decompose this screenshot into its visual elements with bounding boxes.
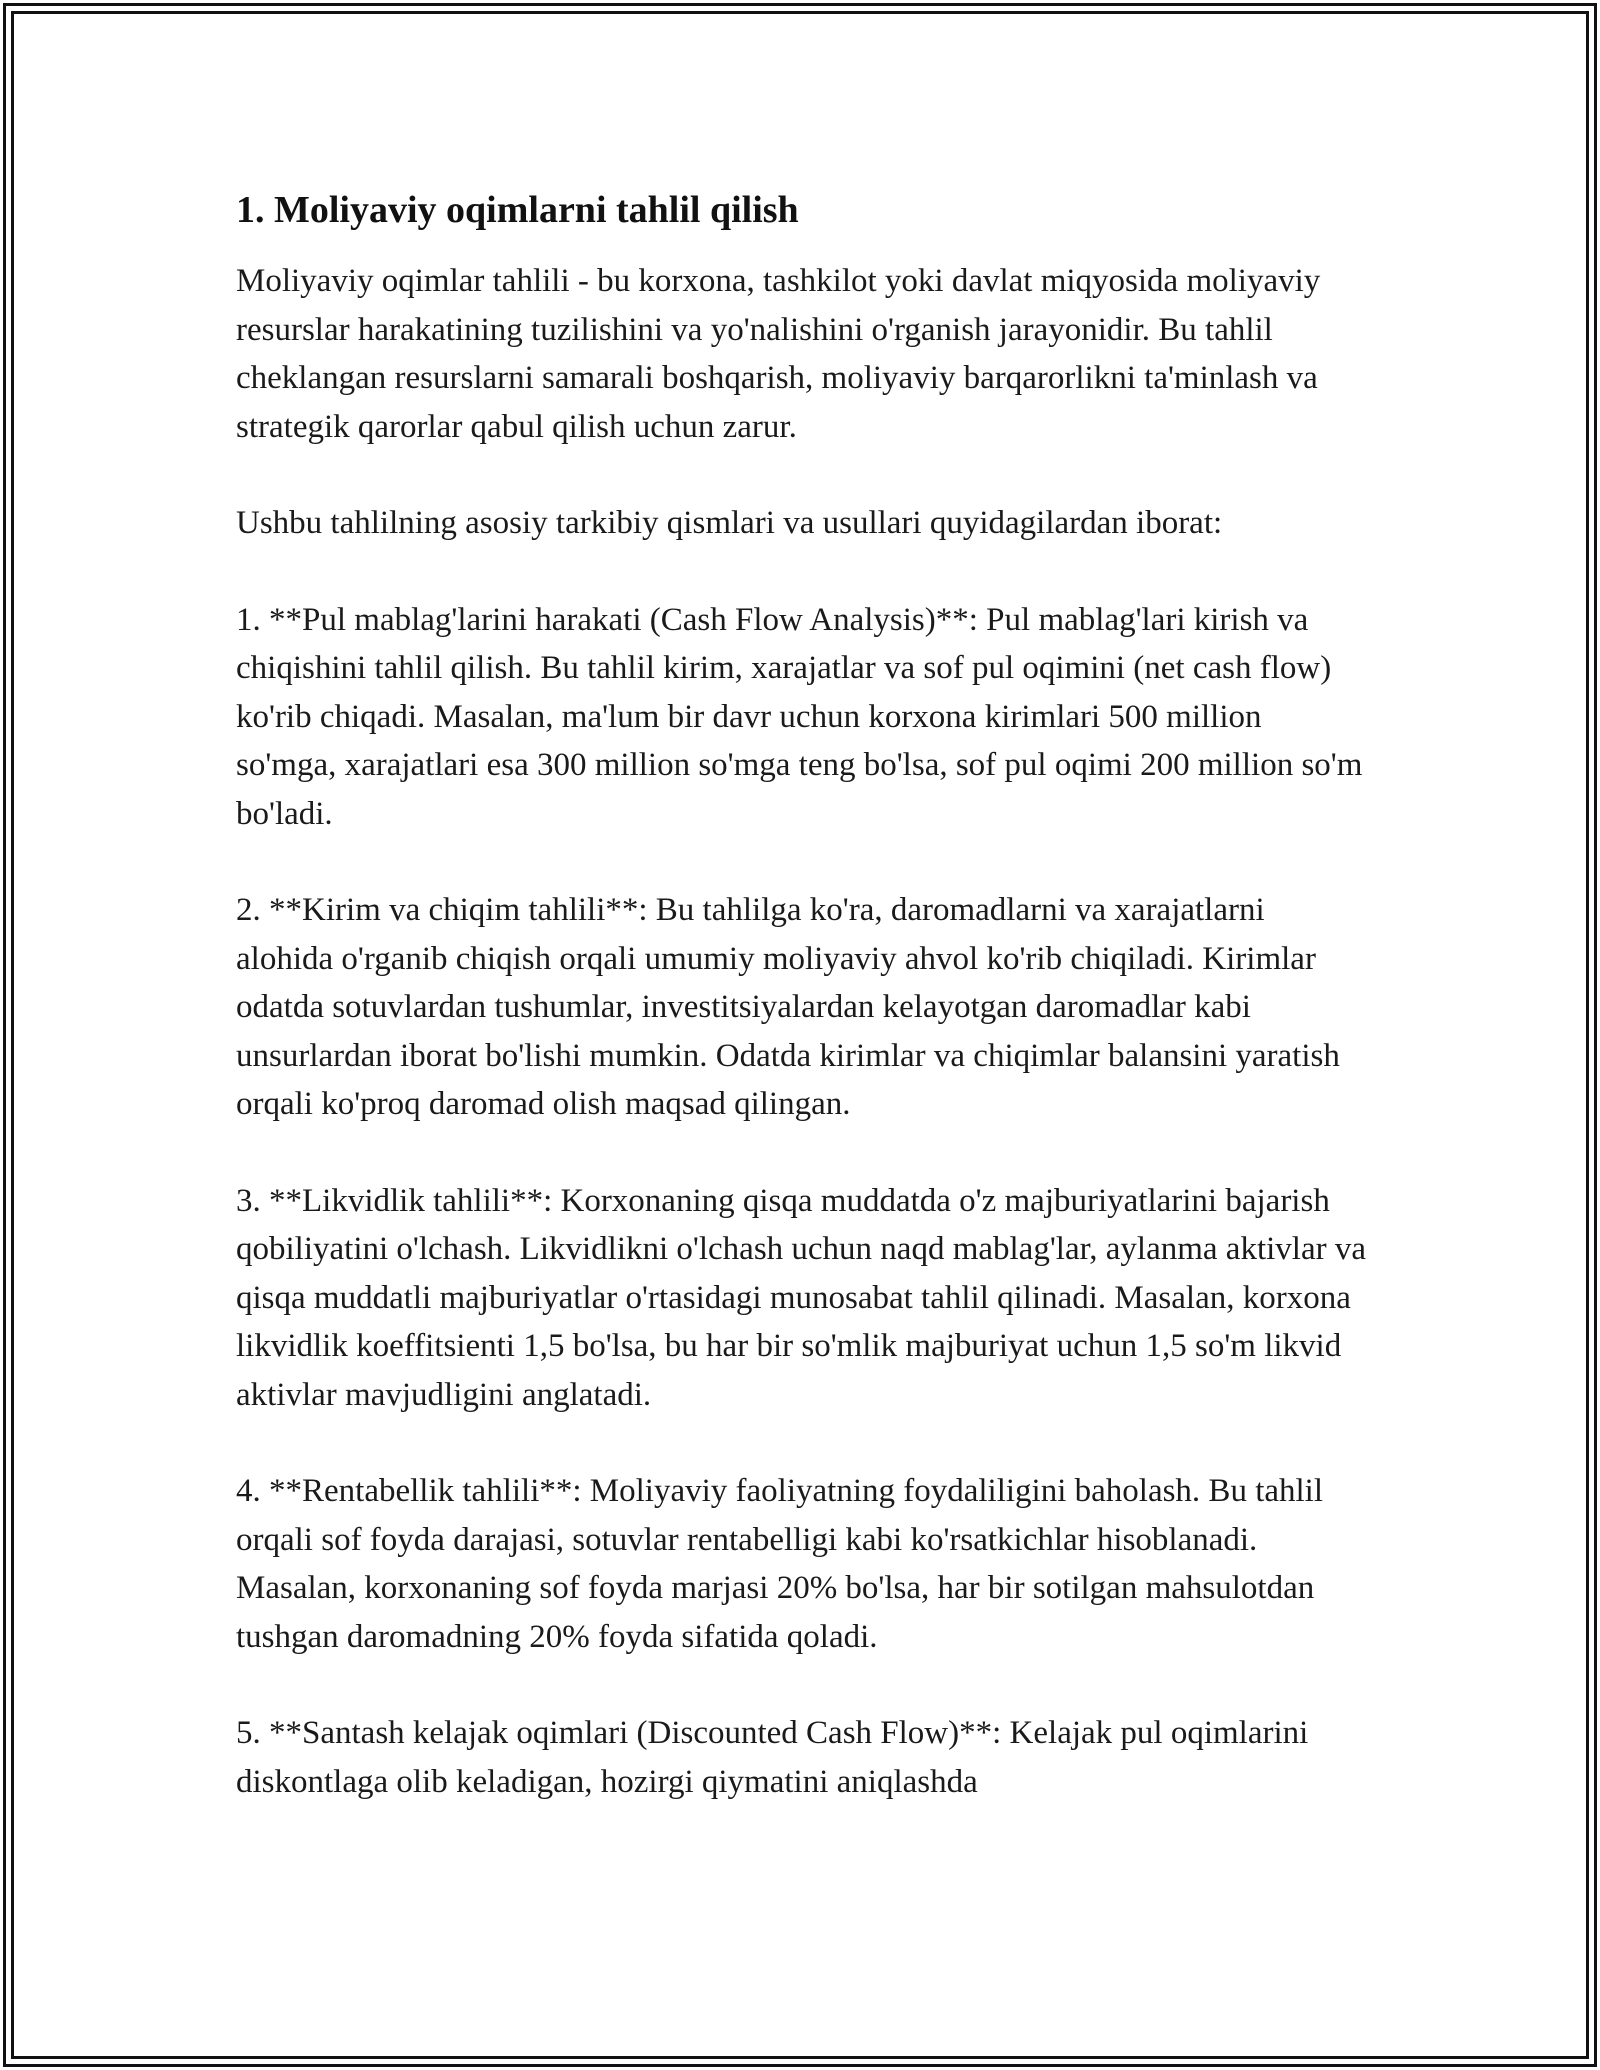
paragraph-item-5: 5. **Santash kelajak oqimlari (Discounted Cash Flow)**: Kelajak pul oqimlarini diskontlaga olib keladigan, hozirgi qiymatini aniqlashda [236, 1715, 1309, 1800]
paragraph-item-1: 1. **Pul mablag'larini harakati (Cash Flow Analysis)**: Pul mablag'lari kirish va chiqishini tahlil qilish. Bu tahlil kirim, xarajatlar va sof pul oqimini (net cash flow) ko'rib chiqadi. Masalan, ma'lum bir davr uchun korxona kirimlari 500 million so'mga, xarajatlari esa 300 million so'mga teng bo'lsa, sof pul oqimi 200 million so'm bo'ladi. [236, 601, 1363, 832]
paragraph-item-2: 2. **Kirim va chiqim tahlili**: Bu tahlilga ko'ra, daromadlarni va xarajatlarni alohida o'rganib chiqish orqali umumiy moliyaviy ahvol ko'rib chiqiladi. Kirimlar odatda sotuvlardan tushumlar, investitsiyalardan kelayotgan daromadlar kabi unsurlardan iborat bo'lishi mumkin. Odatda kirimlar va chiqimlar balansini yaratish orqali ko'proq daromad olish maqsad qilingan. [236, 892, 1340, 1122]
section-heading: 1. Moliyaviy oqimlarni tahlil qilish [236, 189, 799, 231]
paragraph-item-3: 3. **Likvidlik tahlili**: Korxonaning qisqa muddatda o'z majburiyatlarini bajarish qobiliyatini o'lchash. Likvidlikni o'lchash uchun naqd mablag'lar, aylanma aktivlar va qisqa muddatli majburiyatlar o'rtasidagi munosabat tahlil qilinadi. Masalan, korxona likvidlik koeffitsienti 1,5 bo'lsa, bu har bir so'mlik majburiyat uchun 1,5 so'm likvid aktivlar mavjudligini anglatadi. [236, 1182, 1366, 1413]
paragraph-item-4: 4. **Rentabellik tahlili**: Moliyaviy faoliyatning foydaliligini baholash. Bu tahlil orqali sof foyda darajasi, sotuvlar rentabelligi kabi ko'rsatkichlar hisoblanadi. Masalan, korxonaning sof foyda marjasi 20% bo'lsa, har bir sotilgan mahsulotdan tushgan daromadning 20% foyda sifatida qoladi. [236, 1473, 1324, 1655]
document-body [236, 185, 1366, 1854]
paragraph-components-intro: Ushbu tahlilning asosiy tarkibiy qismlari va usullari quyidagilardan iborat: [236, 505, 1223, 541]
paragraph-intro: Moliyaviy oqimlar tahlili - bu korxona, tashkilot yoki davlat miqyosida moliyaviy resurslar harakatining tuzilishini va yo'nalishini o'rganish jarayonidir. Bu tahlil cheklangan resurslarni samarali boshqarish, moliyaviy barqarorlikni ta'minlash va strategik qarorlar qabul qilish uchun zarur. [236, 263, 1321, 445]
